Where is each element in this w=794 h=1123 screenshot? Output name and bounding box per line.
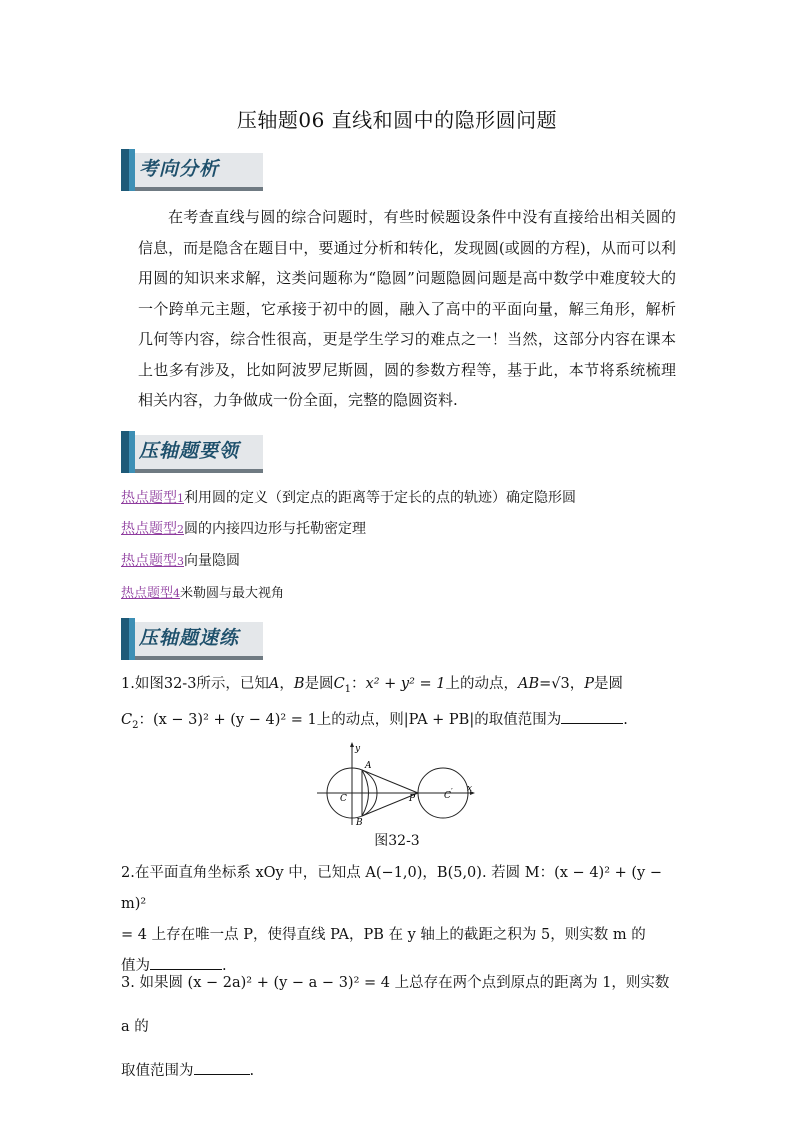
label-y: y: [355, 744, 361, 754]
question-1: [121, 669, 681, 741]
intro-text: 在考查直线与圆的综合问题时，有些时候题设条件中没有直接给出相关圆的信息，而是隐含在题目中，要通过分析和转化，发现圆(或圆的方程)，从而可以利用圆的知识来求解，这类问题称为“隐圆”问题隐圆问题是高中数学中难度较大的一个跨单元主题，它承接于初中的圆，融入了高中的平面向量，解三角形，解析几何等内容，综合性很高，更是学生学习的难点之一！当然，这部分内容在课本上也多有涉及，比如阿波罗尼斯圆，圆的参数方程等，基于此，本节将系统梳理相关内容，力争做成一份全面，完整的隐圆资料.: [138, 208, 676, 409]
question-1-line-1: 1.如图32-3所示，已知A，B是圆$C_1$：x² + y² = 1上的动点，AB=√3，P是圆: [121, 676, 624, 695]
hot-type-text: 向量隐圆: [184, 553, 240, 569]
label-p: P: [409, 794, 416, 804]
question-3-line-2: 取值范围为 .: [121, 1049, 681, 1093]
section-banner-practice: [121, 618, 263, 660]
hot-type-link[interactable]: 热点题型2: [121, 521, 184, 537]
hot-type-text: 米勒圆与最大视角: [180, 586, 285, 601]
question-2-line-2: = 4 上存在唯一点 P，使得直线 PA，PB 在 y 轴上的截距之积为 5，则实数 m 的: [121, 927, 646, 943]
circle-diagram: [315, 741, 475, 827]
banner-label: 压轴题速练: [139, 627, 240, 649]
hot-type-item: [121, 550, 240, 570]
hot-type-text: 利用圆的定义（到定点的距离等于定长的点的轨迹）确定隐形圆: [184, 490, 576, 506]
hot-type-link[interactable]: 热点题型1: [121, 490, 184, 506]
question-3: [121, 961, 681, 1093]
y-arrow: [350, 742, 354, 747]
section-banner-analysis: [121, 149, 263, 191]
section-banner-essentials: [121, 431, 263, 473]
answer-blank[interactable]: [561, 709, 623, 724]
page-title: 压轴题06 直线和圆中的隐形圆问题: [236, 108, 558, 132]
label-b: B: [356, 818, 363, 827]
hot-type-item: [121, 582, 284, 601]
label-c2-mark: ′: [451, 787, 453, 796]
hot-type-item: [121, 518, 366, 538]
label-x: x: [467, 784, 473, 794]
answer-blank[interactable]: [194, 1060, 250, 1075]
banner-label: 考向分析: [139, 158, 220, 180]
figure-32-3: [315, 741, 475, 831]
banner-label: 压轴题要领: [139, 440, 240, 462]
label-c1: C: [340, 794, 347, 804]
hot-type-item: [121, 487, 576, 507]
segment-pa: [362, 770, 418, 793]
hot-type-link[interactable]: 热点题型3: [121, 553, 184, 569]
question-1-line-2: $C_2$：(x − 3)² + (y − 4)² = 1上的动点，则|PA + PB|的取值范围为 .: [121, 705, 681, 741]
question-2-line-1: 2.在平面直角坐标系 xOy 中，已知点 A(−1,0)，B(5,0). 若圆 M：(x − 4)² + (y − m)²: [121, 865, 662, 912]
question-3-line-1: 3. 如果圆 (x − 2a)² + (y − a − 3)² = 4 上总存在两个点到原点的距离为 1，则实数 a 的: [121, 975, 670, 1035]
intro-paragraph: [138, 202, 676, 416]
hot-type-link[interactable]: 热点题型4: [121, 586, 181, 601]
label-a: A: [365, 761, 372, 771]
label-c2: C: [444, 791, 451, 801]
hot-type-text: 圆的内接四边形与托勒密定理: [184, 521, 366, 537]
figure-caption: 图32-3: [374, 833, 420, 849]
question-2-line-3: 值为 .: [121, 951, 681, 982]
